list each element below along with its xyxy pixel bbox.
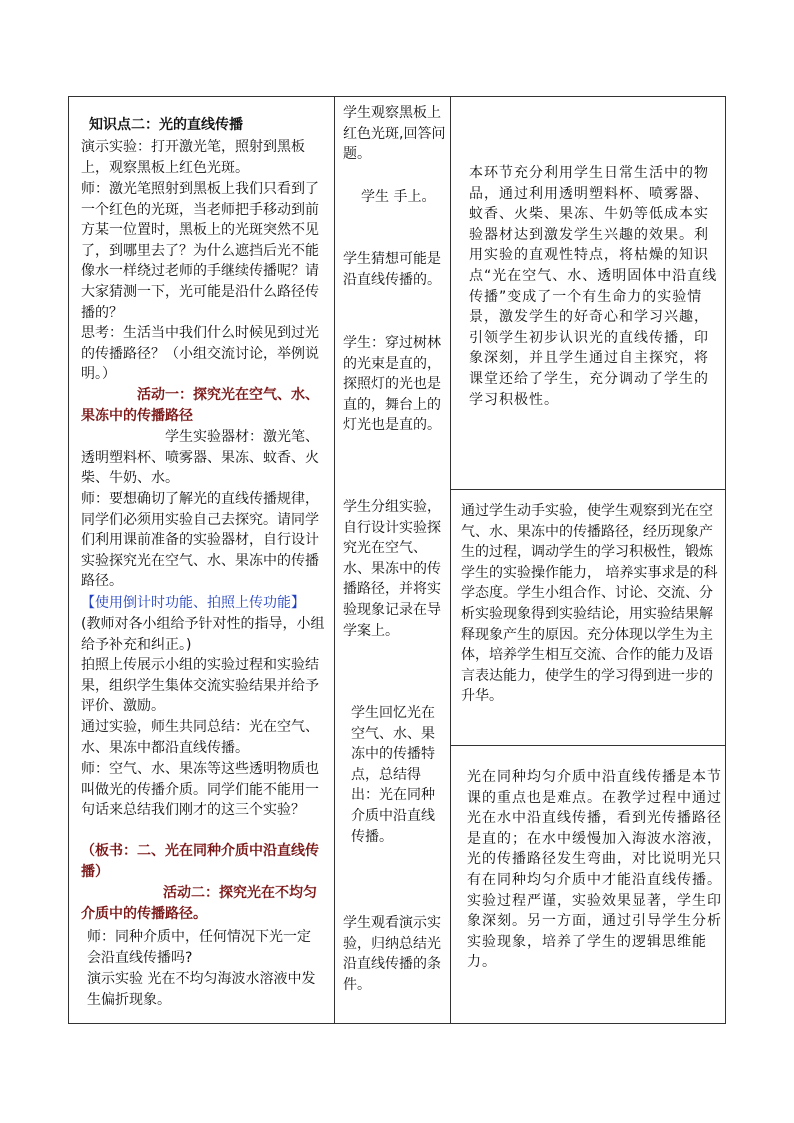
- design-intent-one: 本环节充分利用学生日常生活中的物品，通过利用透明塑料杯、喷雾器、蚊香、火柴、果冻、牛奶等低成本实验器材达到激发学生兴趣的效果。利用实验的直观性特点，将枯燥的知识点“光在空气、水、透明固体中沿直线传播”变成了一个有生命力的实验情景，激发学生的好奇心和学习兴趣，引领学生初步认识光的直线传播，印象深刻，并且学生通过自主探究，将课堂还给了学生，充分调动了学生的学习积极性。: [469, 165, 718, 408]
- row-divider: [451, 489, 725, 490]
- student-watch-demo-text: 学生观看演示实验，归纳总结光沿直线传播的条件。: [343, 915, 441, 993]
- student-hand-text: 学生 手上。: [361, 189, 436, 205]
- demo-experiment-text: 演示实验：打开激光笔，照射到黑板上，观察黑板上红色光斑。: [81, 139, 305, 176]
- student-activity-column: [335, 97, 451, 1023]
- equipment-list-text: 学生实验器材：激光笔、透明塑料杯、喷雾器、果冻、蚊香、火柴、牛奶、水。: [81, 429, 319, 487]
- uniform-medium-question: 师：同种介质中，任何情况下光一定会沿直线传播吗?: [87, 929, 311, 966]
- deflection-demo-text: 演示实验 光在不均匀海波水溶液中发生偏折现象。: [87, 971, 316, 1008]
- student-guess-text: 学生猜想可能是沿直线传播的。: [343, 251, 441, 288]
- summary-text: 通过实验，师生共同总结：光在空气、水、果冻中都沿直线传播。: [81, 719, 319, 756]
- teacher-activity-column: [69, 97, 335, 1023]
- student-group-experiment-text: 学生分组实验，自行设计实验探究光在空气、水、果冻中的传播路径，并将实验现象记录在导学案上。: [343, 499, 441, 639]
- student-example-text: 学生：穿过树林的光束是直的，探照灯的光也是直的，舞台上的灯光也是直的。: [343, 335, 441, 434]
- media-question-text: 师：空气、水、果冻等这些透明物质也叫做光的传播介质。同学们能不能用一句话来总结我们刚才的这三个实验？: [81, 761, 319, 819]
- teacher-guidance-text: (教师对各小组给予针对性的指导，小组给予补充和纠正。): [81, 616, 325, 653]
- activity-two-title: 活动二：探究光在不均匀介质中的传播路径。: [81, 885, 317, 922]
- tool-tip-text: 【使用倒计时功能、拍照上传功能】: [81, 595, 305, 611]
- photo-upload-text: 拍照上传展示小组的实验过程和实验结果，组织学生集体交流实验结果并给予评价、激励。: [81, 657, 319, 715]
- knowledge-point-heading: 知识点二：光的直线传播: [89, 117, 243, 133]
- activity-one-title: 活动一：探究光在空气、水、果冻中的传播路径: [81, 387, 319, 424]
- teacher-question-text: 师：激光笔照射到黑板上我们只看到了一个红色的光斑，当老师把手移动到前方某一位置时，黑板上的光斑突然不见了，到哪里去了？为什么遮挡后光不能像水一样绕过老师的手继续传播呢？请大家猜测一下，光可能是沿什么路径传播的？: [81, 181, 319, 321]
- design-intent-column: [451, 97, 725, 1023]
- blackboard-note: （板书：二、光在同种介质中沿直线传播）: [81, 843, 319, 880]
- row-divider: [451, 745, 725, 746]
- lesson-table: [68, 96, 726, 1024]
- teacher-instruction-text: 师：要想确切了解光的直线传播规律，同学们必须用实验自己去探究。请同学们利用课前准备的实验器材，自行设计实验探究光在空气、水、果冻中的传播路径。: [81, 491, 319, 590]
- thinking-prompt-text: 思考：生活当中我们什么时候见到过光的传播路径？（小组交流讨论，举例说明。）: [81, 325, 319, 383]
- design-intent-two: 通过学生动手实验，使学生观察到光在空气、水、果冻中的传播路径，经历现象产生的过程，调动学生的学习积极性，锻炼学生的实验操作能力， 培养实事求是的科学态度。学生小组合作、讨论、交流、分析实验现象得到实验结论，用实验结果解释现象产生的原因。充分体现以学生为主体，培养学生相互交流、合作的能力及语言表达能力，使学生的学习得到进一步的升华。: [461, 503, 718, 705]
- student-observe-text: 学生观察黑板上红色光斑,回答问题。: [343, 105, 446, 163]
- design-intent-three: 光在同种均匀介质中沿直线传播是本节课的重点也是难点。在教学过程中通过光在水中沿直线传播，看到光传播路径是直的；在水中缓慢加入海波水溶液，光的传播路径发生弯曲，对比说明光只有在同种均匀介质中才能沿直线传播。实验过程严谨，实验效果显著，学生印象深刻。另一方面，通过引导学生分析实验现象，培养了学生的逻辑思维能力。: [467, 769, 722, 971]
- student-recall-text: 学生回忆光在空气、水、果冻中的传播特点，总结得出：光在同种介质中沿直线传播。: [351, 705, 435, 845]
